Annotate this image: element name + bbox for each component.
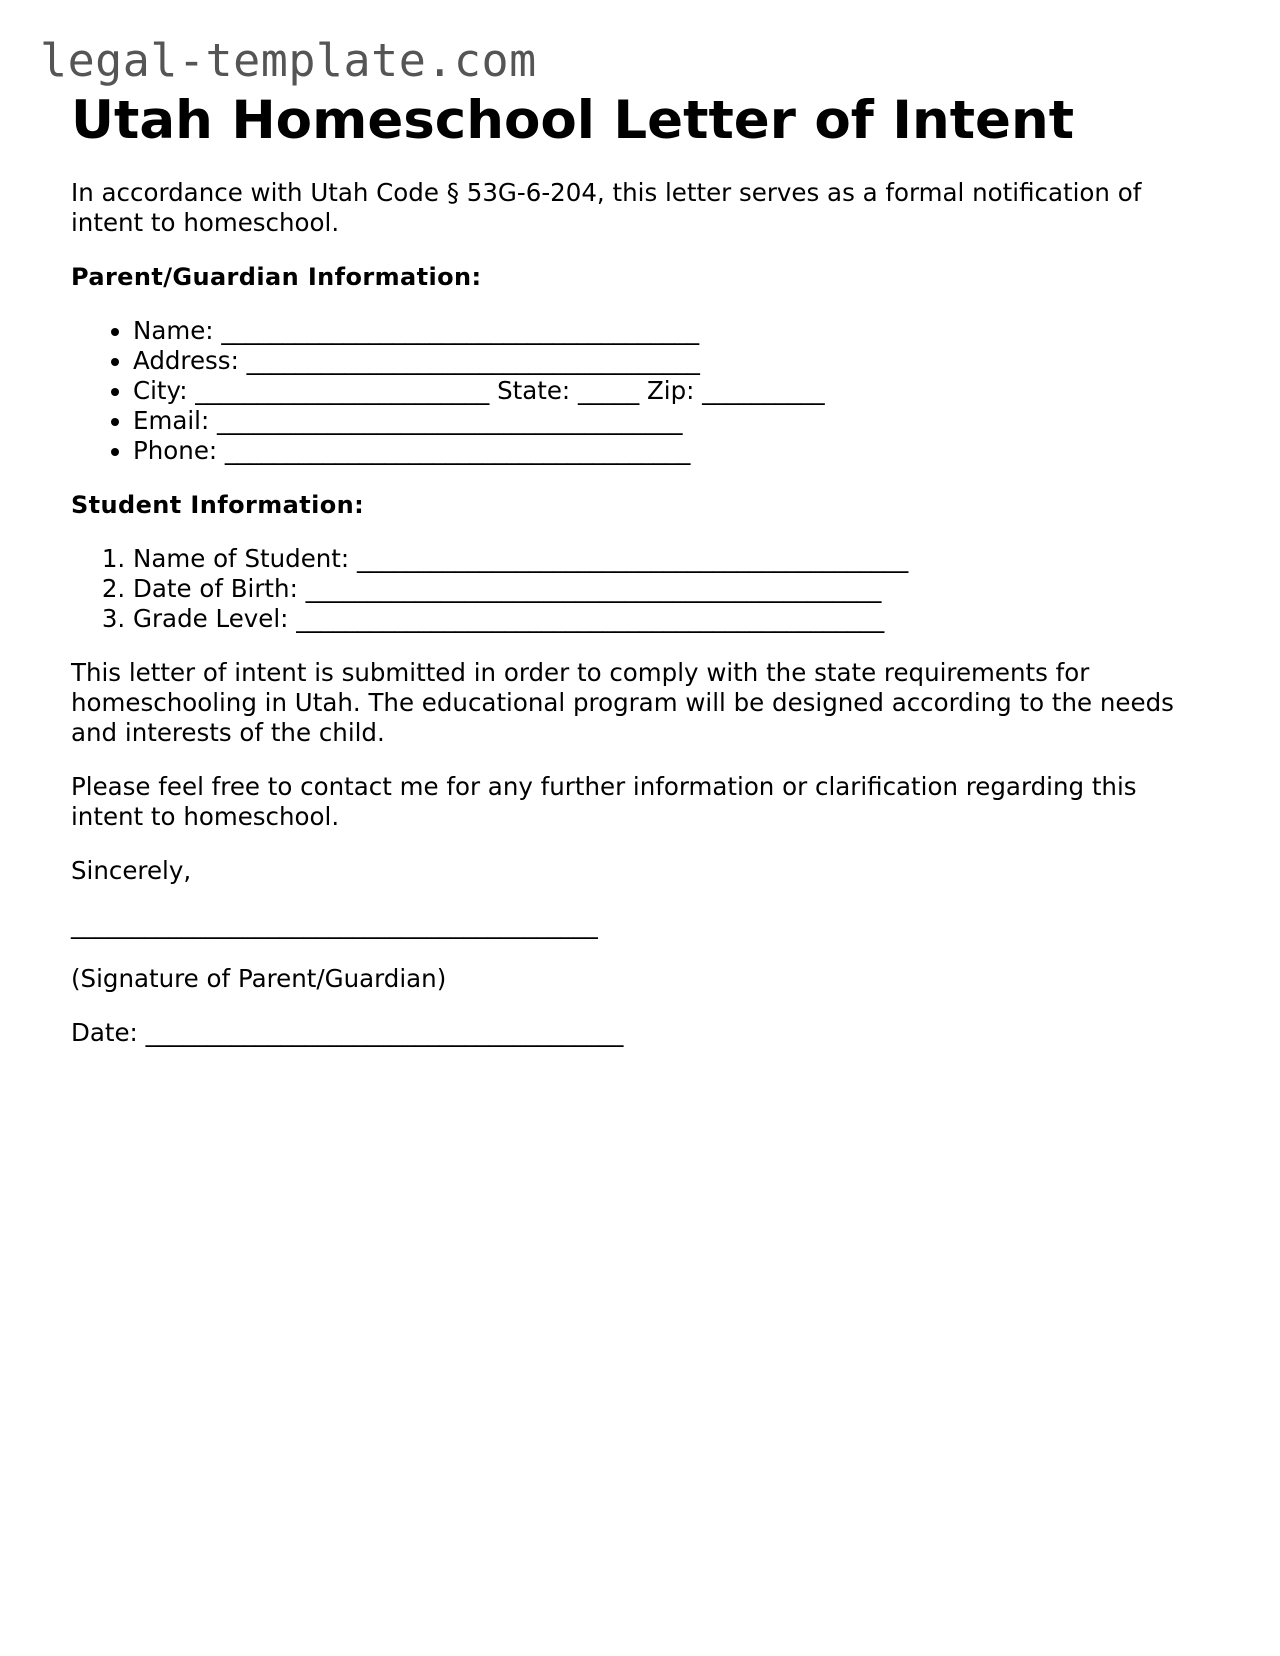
parent-name-field[interactable]: • Name: _______________________________________ — [133, 316, 1211, 346]
letter-document — [71, 88, 1211, 1048]
parent-info-heading: Parent/Guardian Information: — [71, 263, 482, 291]
signature-caption: (Signature of Parent/Guardian) — [71, 964, 447, 993]
parent-email-field[interactable]: • Email: ______________________________________ — [133, 406, 1211, 436]
student-name-field[interactable]: 1. Name of Student: _____________________________________________ — [133, 544, 1211, 574]
body-paragraph-contact: Please feel free to contact me for any further information or clarification regarding this intent to homeschool. — [71, 772, 1137, 831]
student-dob-field[interactable]: 2. Date of Birth: _______________________________________________ — [133, 574, 1211, 604]
student-grade-field[interactable]: 3. Grade Level: ________________________________________________ — [133, 604, 1211, 634]
student-info-list — [71, 544, 1211, 634]
parent-phone-field[interactable]: • Phone: ______________________________________ — [133, 436, 1211, 466]
body-paragraph-compliance: This letter of intent is submitted in order to comply with the state requirements for homeschooling in Utah. The educational program will be designed according to the needs and interests of the child. — [71, 658, 1174, 747]
student-info-heading: Student Information: — [71, 491, 365, 519]
watermark-logo: legal-template.com — [40, 34, 537, 87]
parent-address-field[interactable]: • Address: _____________________________________ — [133, 346, 1211, 376]
signature-line[interactable]: ___________________________________________ — [71, 910, 598, 939]
date-field[interactable]: Date: _______________________________________ — [71, 1018, 624, 1047]
parent-city-state-zip-field[interactable]: • City: ________________________ State: _____ Zip: __________ — [133, 376, 1211, 406]
closing-salutation: Sincerely, — [71, 856, 192, 885]
parent-info-list — [71, 316, 1211, 466]
page-title: Utah Homeschool Letter of Intent — [71, 90, 1075, 151]
intro-paragraph: In accordance with Utah Code § 53G-6-204, this letter serves as a formal notification of intent to homeschool. — [71, 178, 1142, 237]
